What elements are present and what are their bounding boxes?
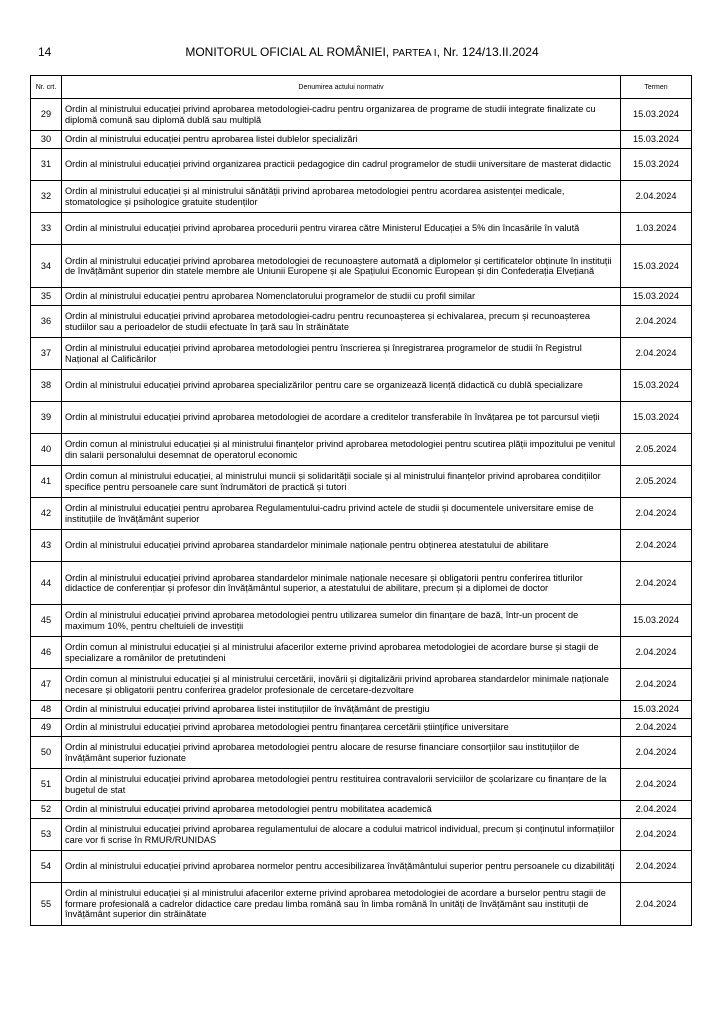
- act-name: Ordin al ministrului educației privind aprobarea procedurii pentru virarea către Ministerul Educației a 5% din încasările în valută: [62, 213, 621, 245]
- page-header: [38, 45, 686, 63]
- table-row: [31, 637, 692, 669]
- deadline: 2.05.2024: [621, 466, 692, 498]
- deadline: 2.04.2024: [621, 498, 692, 530]
- row-number: 50: [31, 737, 62, 769]
- table-row: [31, 605, 692, 637]
- row-number: 45: [31, 605, 62, 637]
- normative-acts-table: [30, 75, 692, 926]
- act-name: Ordin al ministrului educației privind aprobarea metodologiei pentru mobilitatea academică: [62, 801, 621, 819]
- deadline: 1.03.2024: [621, 213, 692, 245]
- table-row: [31, 306, 692, 338]
- column-header-name: Denumirea actului normativ: [62, 76, 621, 99]
- act-name: Ordin comun al ministrului educației și al ministrului afacerilor externe privind aprobarea metodologiei de acordare burse și stagii de specializare a românilor de pretutindeni: [62, 637, 621, 669]
- deadline: 15.03.2024: [621, 370, 692, 402]
- act-name: Ordin al ministrului educației privind aprobarea metodologiei-cadru pentru recunoașterea și echivalarea, precum și recunoașterea studiilor sau a perioadelor de studii efectuate în țară sau în străinătate: [62, 306, 621, 338]
- table-row: [31, 149, 692, 181]
- deadline: 2.04.2024: [621, 181, 692, 213]
- act-name: Ordin al ministrului educației privind aprobarea standardelor minimale naționale pentru obținerea atestatului de abilitare: [62, 530, 621, 562]
- table-row: [31, 288, 692, 306]
- deadline: 15.03.2024: [621, 149, 692, 181]
- deadline: 15.03.2024: [621, 131, 692, 149]
- act-name: Ordin al ministrului educației pentru aprobarea Nomenclatorului programelor de studii cu profil similar: [62, 288, 621, 306]
- table-row: [31, 498, 692, 530]
- deadline: 2.04.2024: [621, 851, 692, 883]
- table-row: [31, 737, 692, 769]
- act-name: Ordin al ministrului educației și al ministrului afacerilor externe privind aprobarea metodologiei de acordare a burselor pentru stagii de formare profesională a cadrelor didactice care predau limba română sau în limba română în unități de învățământ sau instituții de învățământ superior din străinătate: [62, 883, 621, 926]
- row-number: 55: [31, 883, 62, 926]
- deadline: 2.04.2024: [621, 719, 692, 737]
- deadline: 2.04.2024: [621, 637, 692, 669]
- deadline: 15.03.2024: [621, 99, 692, 131]
- act-name: Ordin comun al ministrului educației și al ministrului finanțelor privind aprobarea metodologiei pentru scutirea plății impozitului pe venitul din salarii personalului desemnat de operatorul economic: [62, 434, 621, 466]
- table-row: [31, 701, 692, 719]
- table-row: [31, 181, 692, 213]
- act-name: Ordin al ministrului educației și al ministrului sănătății privind aprobarea metodologiei pentru acordarea asistenței medicale, stomatologice și psihologice gratuite studenților: [62, 181, 621, 213]
- row-number: 36: [31, 306, 62, 338]
- act-name: Ordin al ministrului educației privind aprobarea metodologiei de recunoaștere automată a diplomelor și certificatelor obținute în instituții de învățământ superior din statele membre ale Uniunii Europene și ale Spațiului Economic European și din Confederația Elvețiană: [62, 245, 621, 288]
- row-number: 44: [31, 562, 62, 605]
- table-row: [31, 466, 692, 498]
- row-number: 48: [31, 701, 62, 719]
- row-number: 51: [31, 769, 62, 801]
- deadline: 2.04.2024: [621, 801, 692, 819]
- act-name: Ordin comun al ministrului educației și al ministrului cercetării, inovării și digitalizării privind aprobarea standardelor minimale naționale necesare și obligatorii pentru conferirea gradelor profesionale de cercetare-dezvoltare: [62, 669, 621, 701]
- table-row: [31, 562, 692, 605]
- deadline: 2.04.2024: [621, 819, 692, 851]
- table-row: [31, 801, 692, 819]
- row-number: 38: [31, 370, 62, 402]
- row-number: 49: [31, 719, 62, 737]
- deadline: 2.04.2024: [621, 562, 692, 605]
- table-row: [31, 99, 692, 131]
- act-name: Ordin comun al ministrului educației, al ministrului muncii și solidarității sociale și al ministrului finanțelor privind aprobarea condițiilor specifice pentru persoanele care sunt îndrumători de practică și tutori: [62, 466, 621, 498]
- row-number: 39: [31, 402, 62, 434]
- column-header-nr: Nr. crt.: [31, 76, 62, 99]
- row-number: 54: [31, 851, 62, 883]
- deadline: 15.03.2024: [621, 288, 692, 306]
- act-name: Ordin al ministrului educației privind aprobarea listei instituțiilor de învățământ de prestigiu: [62, 701, 621, 719]
- deadline: 2.04.2024: [621, 338, 692, 370]
- row-number: 29: [31, 99, 62, 131]
- deadline: 2.04.2024: [621, 737, 692, 769]
- table-row: [31, 669, 692, 701]
- row-number: 32: [31, 181, 62, 213]
- row-number: 31: [31, 149, 62, 181]
- table-row: [31, 245, 692, 288]
- act-name: Ordin al ministrului educației privind aprobarea regulamentului de alocare a codului matricol individual, precum și conținutul informațiilor care vor fi scrise în RMUR/RUNIDAS: [62, 819, 621, 851]
- row-number: 30: [31, 131, 62, 149]
- act-name: Ordin al ministrului educației privind aprobarea specializărilor pentru care se organizează licență didactică cu dublă specializare: [62, 370, 621, 402]
- act-name: Ordin al ministrului educației privind organizarea practicii pedagogice din cadrul programelor de studii universitare de masterat didactic: [62, 149, 621, 181]
- table-row: [31, 402, 692, 434]
- row-number: 42: [31, 498, 62, 530]
- act-name: Ordin al ministrului educației privind aprobarea metodologiei pentru restituirea contravalorii serviciilor de școlarizare cu finanțare de la bugetul de stat: [62, 769, 621, 801]
- act-name: Ordin al ministrului educației privind aprobarea metodologiei pentru finanțarea cercetării științifice universitare: [62, 719, 621, 737]
- table-row: [31, 819, 692, 851]
- row-number: 46: [31, 637, 62, 669]
- deadline: 2.04.2024: [621, 530, 692, 562]
- page-number: 14: [38, 45, 52, 59]
- deadline: 15.03.2024: [621, 245, 692, 288]
- deadline: 2.04.2024: [621, 883, 692, 926]
- row-number: 47: [31, 669, 62, 701]
- table-row: [31, 338, 692, 370]
- act-name: Ordin al ministrului educației privind aprobarea metodologiei-cadru pentru organizarea de programe de studii integrate finalizate cu diplomă comună sau diplomă dublă sau multiplă: [62, 99, 621, 131]
- publication-title: [38, 45, 686, 59]
- row-number: 52: [31, 801, 62, 819]
- table-row: [31, 769, 692, 801]
- row-number: 34: [31, 245, 62, 288]
- table-row: [31, 719, 692, 737]
- table-row: [31, 434, 692, 466]
- row-number: 35: [31, 288, 62, 306]
- act-name: Ordin al ministrului educației privind aprobarea metodologiei pentru alocare de resurse financiare consorțiilor sau instituțiilor de învățământ superior fuzionate: [62, 737, 621, 769]
- table-row: [31, 370, 692, 402]
- deadline: 15.03.2024: [621, 402, 692, 434]
- table-row: [31, 530, 692, 562]
- table-row: [31, 213, 692, 245]
- deadline: 2.05.2024: [621, 434, 692, 466]
- table-header-row: [31, 76, 692, 99]
- row-number: 41: [31, 466, 62, 498]
- deadline: 15.03.2024: [621, 605, 692, 637]
- act-name: Ordin al ministrului educației privind aprobarea metodologiei pentru utilizarea sumelor din finanțare de bază, într-un procent de maximum 10%, pentru cheltuieli de investiții: [62, 605, 621, 637]
- act-name: Ordin al ministrului educației privind aprobarea normelor pentru accesibilizarea învățământului superior pentru persoanele cu dizabilități: [62, 851, 621, 883]
- deadline: 2.04.2024: [621, 669, 692, 701]
- deadline: 2.04.2024: [621, 306, 692, 338]
- row-number: 53: [31, 819, 62, 851]
- column-header-term: Termen: [621, 76, 692, 99]
- act-name: Ordin al ministrului educației pentru aprobarea Regulamentului-cadru privind actele de studii și documentele universitare emise de instituțiile de învățământ superior: [62, 498, 621, 530]
- row-number: 40: [31, 434, 62, 466]
- act-name: Ordin al ministrului educației privind aprobarea metodologiei pentru înscrierea și înregistrarea programelor de studii în Registrul Național al Calificărilor: [62, 338, 621, 370]
- row-number: 43: [31, 530, 62, 562]
- act-name: Ordin al ministrului educației privind aprobarea standardelor minimale naționale necesare și obligatorii pentru conferirea titlurilor didactice de conferențiar și profesor din învățământul superior, a atestatului de abilitare, precum și a diplomei de doctor: [62, 562, 621, 605]
- deadline: 2.04.2024: [621, 769, 692, 801]
- act-name: Ordin al ministrului educației privind aprobarea metodologiei de acordare a creditelor transferabile în învățarea pe tot parcursul vieții: [62, 402, 621, 434]
- title-main: MONITORUL OFICIAL AL ROMÂNIEI,: [185, 45, 393, 59]
- table-row: [31, 131, 692, 149]
- deadline: 15.03.2024: [621, 701, 692, 719]
- row-number: 33: [31, 213, 62, 245]
- row-number: 37: [31, 338, 62, 370]
- act-name: Ordin al ministrului educației pentru aprobarea listei dublelor specializări: [62, 131, 621, 149]
- title-issue: , Nr. 124/13.II.2024: [436, 45, 539, 59]
- table-row: [31, 851, 692, 883]
- table-row: [31, 883, 692, 926]
- title-part: PARTEA I: [392, 48, 437, 59]
